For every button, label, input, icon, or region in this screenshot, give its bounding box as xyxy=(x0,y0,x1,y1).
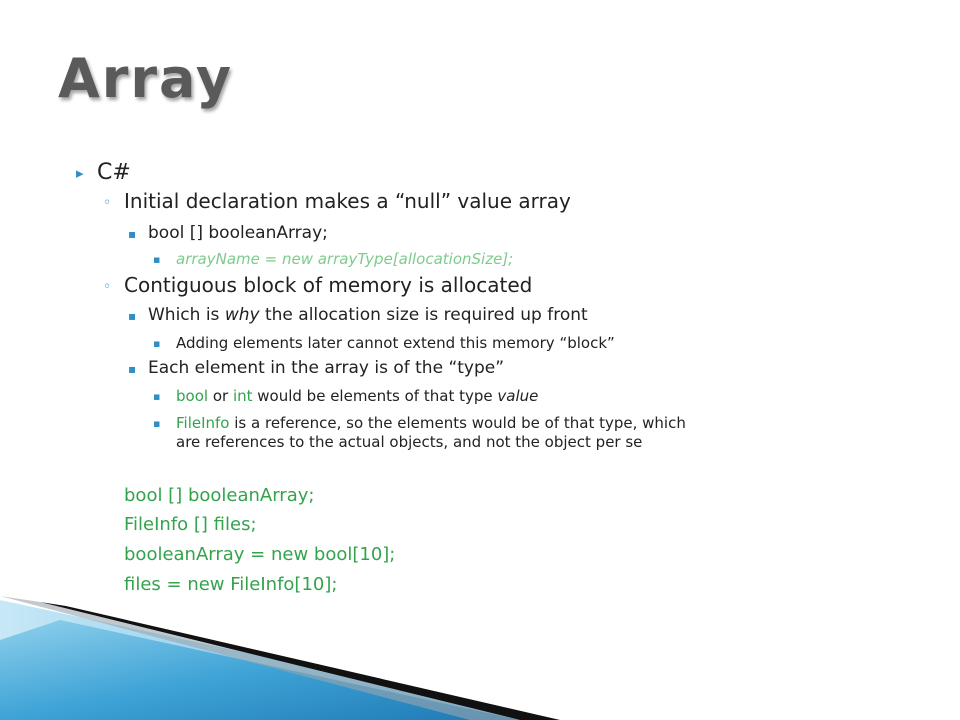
square-bullet-icon: ▪ xyxy=(153,253,161,266)
square-bullet-icon: ▪ xyxy=(153,390,161,403)
circle-bullet-icon: ◦ xyxy=(103,195,112,211)
code-line: files = new FileInfo[10]; xyxy=(124,574,338,595)
bullet-text: Initial declaration makes a “null” value array xyxy=(124,189,571,213)
wedge-light-blue xyxy=(0,600,560,720)
wedge-grey-stripe xyxy=(0,596,520,720)
code-line: booleanArray = new bool[10]; xyxy=(124,544,396,565)
bullet-text: Adding elements later cannot extend this memory “block” xyxy=(176,334,615,352)
bullet-text: arrayName = new arrayType[allocationSize]; xyxy=(176,250,514,268)
square-bullet-icon: ▪ xyxy=(128,309,137,323)
wedge-blue xyxy=(0,620,520,720)
square-bullet-icon: ▪ xyxy=(153,417,161,430)
bullet-text xyxy=(148,306,588,326)
bullet-text: Each element in the array is of the “type” xyxy=(148,358,505,378)
slide-title: Array xyxy=(58,47,234,110)
square-bullet-icon: ▪ xyxy=(128,362,137,376)
bullet-text: C# xyxy=(97,160,131,185)
bullet-text xyxy=(176,388,538,405)
circle-bullet-icon: ◦ xyxy=(103,279,112,295)
emphasis-text: why xyxy=(224,305,260,325)
code-token: bool xyxy=(176,387,209,405)
code-token: int xyxy=(232,387,253,405)
arrow-bullet-icon: ▸ xyxy=(76,164,84,182)
square-bullet-icon: ▪ xyxy=(128,227,137,241)
text-part: the allocation size is required up front xyxy=(259,305,588,325)
code-line: bool [] booleanArray; xyxy=(124,485,315,506)
code-token: FileInfo xyxy=(176,414,230,432)
bullet-text: Contiguous block of memory is allocated xyxy=(124,273,533,297)
text-part: is a reference, so the elements would be of that type, which xyxy=(229,414,686,432)
bullet-text: are references to the actual objects, and not the object per se xyxy=(176,433,643,451)
text-part: or xyxy=(208,387,233,405)
square-bullet-icon: ▪ xyxy=(153,337,161,350)
wedge-black-stripe xyxy=(40,602,560,720)
bullet-text xyxy=(176,415,686,432)
text-part: Which is xyxy=(148,305,225,325)
emphasis-text: value xyxy=(497,387,539,405)
text-part: would be elements of that type xyxy=(252,387,498,405)
bullet-text: bool [] booleanArray; xyxy=(148,223,328,243)
code-line: FileInfo [] files; xyxy=(124,514,257,535)
